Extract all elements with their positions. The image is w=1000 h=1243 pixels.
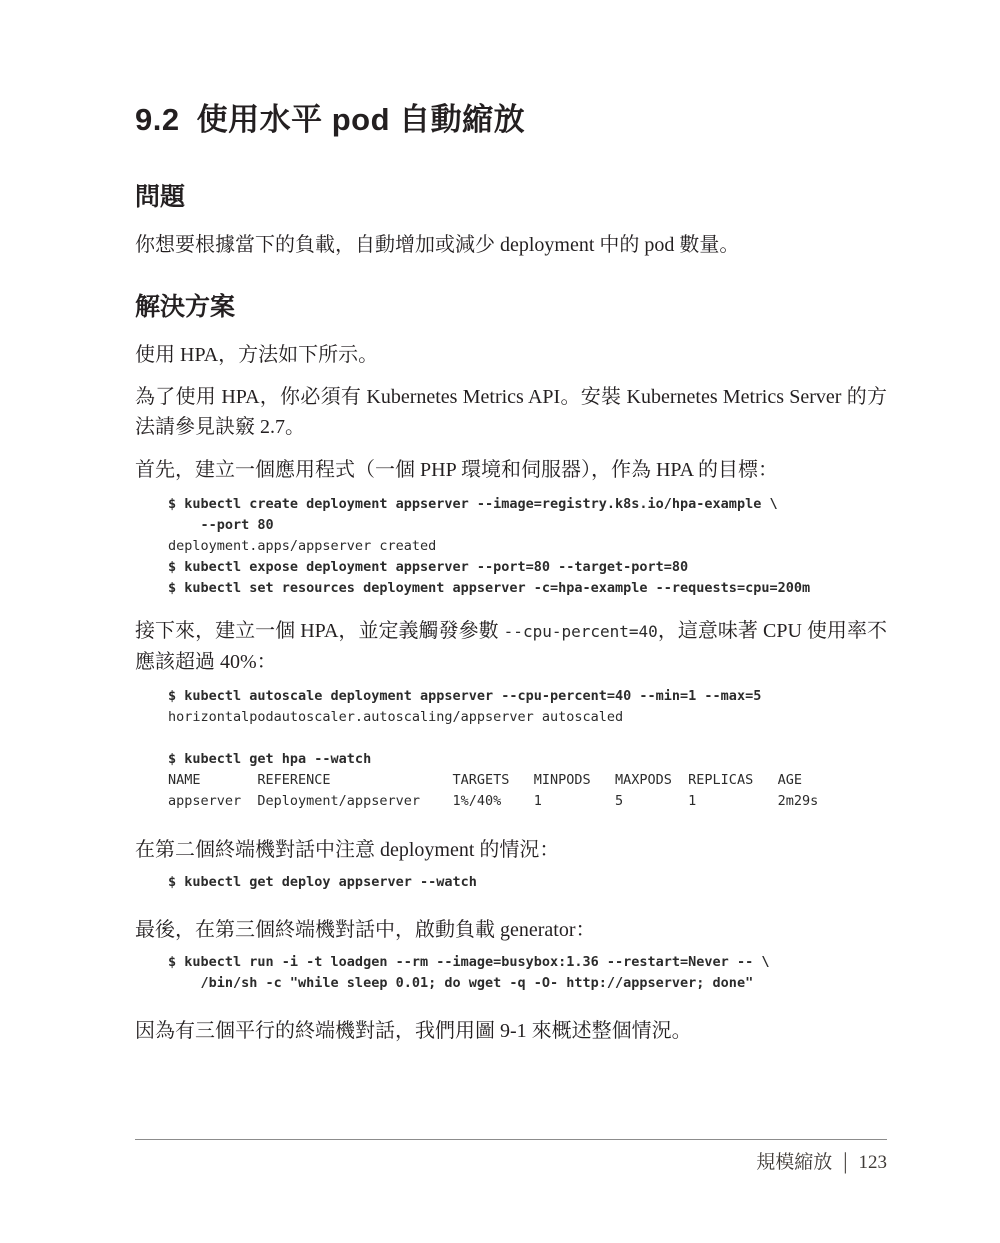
code-block-autoscale-and-watch	[168, 686, 887, 812]
code-line: $ kubectl autoscale deployment appserver --cpu-percent=40 --min=1 --max=5	[168, 688, 762, 704]
solution-heading: 解決方案	[135, 293, 236, 321]
paragraph-create-app: 首先，建立一個應用程式（一個 PHP 環境和伺服器），作為 HPA 的目標：	[135, 459, 779, 481]
problem-heading: 問題	[135, 183, 186, 211]
code-line: --port 80	[168, 517, 274, 533]
code-block-load-generator	[168, 952, 887, 994]
code-line: $ kubectl expose deployment appserver --port=80 --target-port=80	[168, 559, 689, 575]
paragraph-autoscale-intro	[135, 616, 887, 677]
page-content	[135, 0, 887, 1046]
section-heading	[135, 100, 887, 140]
code-line: $ kubectl set resources deployment appserver -c=hpa-example --requests=cpu=200m	[168, 580, 811, 596]
paragraph-third-terminal: 最後，在第三個終端機對話中，啟動負載 generator：	[135, 919, 596, 941]
page-footer	[135, 1139, 887, 1174]
code-line: $ kubectl get deploy appserver --watch	[168, 874, 477, 890]
code-line: $ kubectl get hpa --watch	[168, 751, 372, 767]
footer-text	[135, 1147, 887, 1174]
footer-page-number: 123	[858, 1152, 887, 1173]
inline-code: --cpu-percent=40	[503, 622, 658, 641]
code-line: $ kubectl run -i -t loadgen --rm --image=busybox:1.36 --restart=Never -- \	[168, 954, 770, 970]
code-line: /bin/sh -c "while sleep 0.01; do wget -q -O- http://appserver; done"	[168, 975, 754, 991]
paragraph-metrics-api: 為了使用 HPA，你必須有 Kubernetes Metrics API。安裝 Kubernetes Metrics Server 的方法請參見訣竅 2.7。	[135, 386, 887, 438]
paragraph-second-terminal: 在第二個終端機對話中注意 deployment 的情況：	[135, 839, 560, 861]
footer-separator: |	[843, 1147, 848, 1175]
code-line: $ kubectl create deployment appserver --image=registry.k8s.io/hpa-example \	[168, 496, 778, 512]
code-line	[168, 728, 887, 749]
section-title: 使用水平 pod 自動縮放	[196, 102, 526, 137]
paragraph-problem: 你想要根據當下的負載，自動增加或減少 deployment 中的 pod 數量。	[135, 234, 740, 256]
footer-chapter-title: 規模縮放	[756, 1152, 833, 1173]
code-line: deployment.apps/appserver created	[168, 538, 437, 554]
text-segment: 接下來，建立一個 HPA，並定義觸發參數	[135, 620, 504, 642]
text-segment: ，這意味著 CPU 使用率不應該超過 40%：	[135, 620, 887, 673]
section-number: 9.2	[135, 102, 180, 137]
footer-rule	[135, 1139, 887, 1140]
paragraph-figure-reference: 因為有三個平行的終端機對話，我們用圖 9-1 來概述整個情況。	[135, 1020, 692, 1042]
code-line: appserver Deployment/appserver 1%/40% 1 5 1 2m29s	[168, 793, 819, 809]
paragraph-use-hpa: 使用 HPA，方法如下所示。	[135, 344, 379, 366]
code-block-watch-deploy	[168, 872, 887, 893]
code-line: NAME REFERENCE TARGETS MINPODS MAXPODS REPLICAS AGE	[168, 772, 802, 788]
code-line: horizontalpodautoscaler.autoscaling/appserver autoscaled	[168, 709, 624, 725]
code-block-create-deployment	[168, 494, 887, 599]
